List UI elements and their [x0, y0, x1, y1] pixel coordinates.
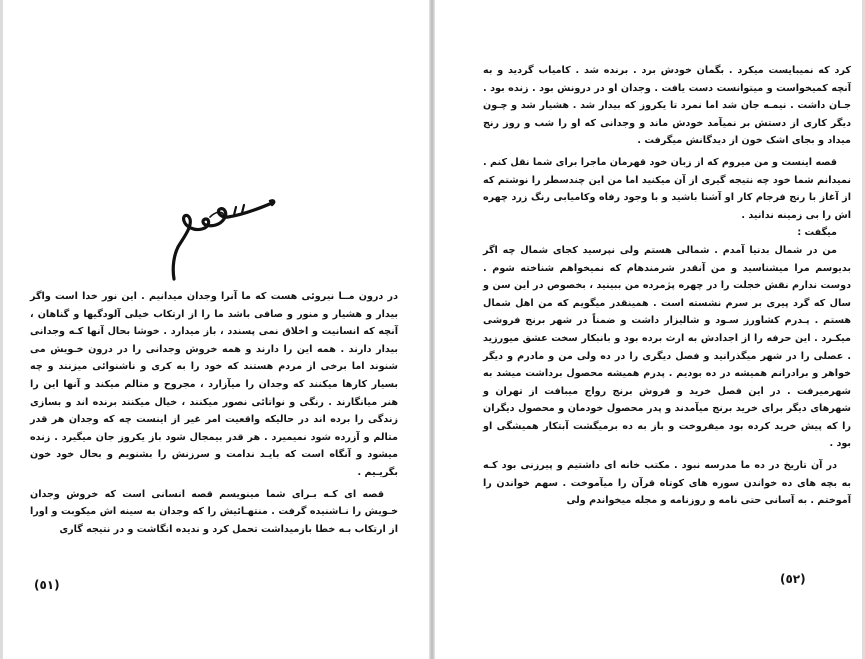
paragraph: قصه اینست و من میروم که از زبان خود قهرمان ماجرا برای شما نقل کنم . نمیدانم شما خود چه نتیجه گیری از آن میکنید اما من این چندسطر را نوشتم که از آغاز با رنج فرجام کار او آشنا باشید و با وجود رفاه وکامیابی رنگ زرد چهره اش را بی زمینه ندانید . [483, 156, 851, 221]
right-page [435, 0, 865, 659]
left-page [0, 0, 429, 659]
chapter-title-artwork [150, 175, 290, 285]
chapter-title-calligraphy [150, 175, 290, 285]
quote-intro: میگفت : [797, 227, 837, 239]
page-number: (٥١) [34, 578, 60, 592]
page-number: (٥٢) [780, 572, 806, 586]
paragraph: در درون مــا نیروئی هست که ما آنرا وجدان میدانیم . این نور خدا است واگر بیدار و هشیار و منور و صافی باشد ما را از ارتکاب خیلی آلودگیها و گناهان ، آنچه که انسانیت و اخلاق نمی پسندد ، باز میدارد . خوشا بحال آنها کـه وجدانی بیدار دارند . همه این را دارند و همه خروش وجدانی را در درون خـویش می شنوند اما برخی از مردم هستند که خود را به کری و ناشنوائی میزنند و چه بسیار کارها میکنند که وجدان را میآزارد ، مجروح و متالم میکند و آنها این را هنر میانگارند . رنگی و نواتائی نصور میکنند ، خیال میکنند برنده اند و بسازی زندگی را برده اند در حالیکه واقعیت امر غیر از اینست چه که وجدان هر قدر متالم و آزرده شود نمیمیرد . هر قدر بیمجال شود باز یکروز جان میگیرد . زنده میشود و آنگاه است که بایـد ندامت و سرزنش را بشنویم و بحال خود خون بگریـیم . [30, 291, 398, 478]
paragraph: قصه ای کـه بـرای شما مینویسم قصه انسانی است که خروش وجدان خـویش را نـاشنیده گرفت . منتهـائیش را که وجدان به سینه اش میکوبت و اورا از ارتکاب بـه خطا بازمیداشت تحمل کرد و ندیده انگاشت و در نتیجه گاری [30, 488, 398, 535]
paragraph: من در شمال بدنیا آمدم . شمالی هستم ولی نپرسید کجای شمال چه اگر بدیوسم مرا میشناسید و من آنقدر شرمندهام که نمیخواهم شناخته شوم . دوست ندارم نقش خجلت را در چهره پژمرده من ببینید ، بخصوص در این سن و سال که گرد پیری بر سرم نشسته است . همینقدر میگویم که من اهل شمال هستم . پـدرم کشاورز سـود و شالیزار داشت و ضمناً در شهر برنج فروشی میکـرد . این حرفه را از اجدادش به ارث برده بود و بانبکار سخت عشق میورزید . عصلی را در شهر میگذرانید و فصل دیگری را در ده ولی من و مادرم و دیگر خواهر و برادرانم همیشه در ده بودیم . پدرم همیشه محصول برداشت میشد به شهرمیرفت . در این فصل خرید و فروش برنج رواج میبافت از تهران و شهرهای دیگر برای خرید برنج میآمدند و پدر محصول خودمان و محصول دیگران را که پیش خرید کرده بود میفروخت و باز به ده برمیگشت آبتکار همیشگی او بود . [483, 244, 851, 450]
left-page-body [30, 288, 398, 538]
paragraph: در آن تاریخ در ده ما مدرسه نبود . مکتب خانه ای داشتیم و پیرزنی بود کـه به بچه های ده خواندن سوره های کوتاه قرآن را میآموخت . سهم خواندن را آموختم . به آسانی حتی نامه و روزنامه و مجله میخواندم ولی [483, 460, 851, 507]
right-page-body [483, 62, 851, 510]
paragraph: کرد که نمیبایست میکرد . بگمان خودش برد . برنده شد . کامیاب گردید و به آنچه کمیخواست و میتوانست دست یافت . وجدان او در درونش بود . زنده بود . جـان داشت . نیمـه جان شد اما نمرد تا یکروز که بیدار شد . هشیار شد و چـون دیگر کاری از دستش بر نمیآمد خودش ماند و وجدانی که او را شب و روز رنج میداد و بجای اشک خون از دیدگانش میگرفت . [483, 65, 851, 147]
